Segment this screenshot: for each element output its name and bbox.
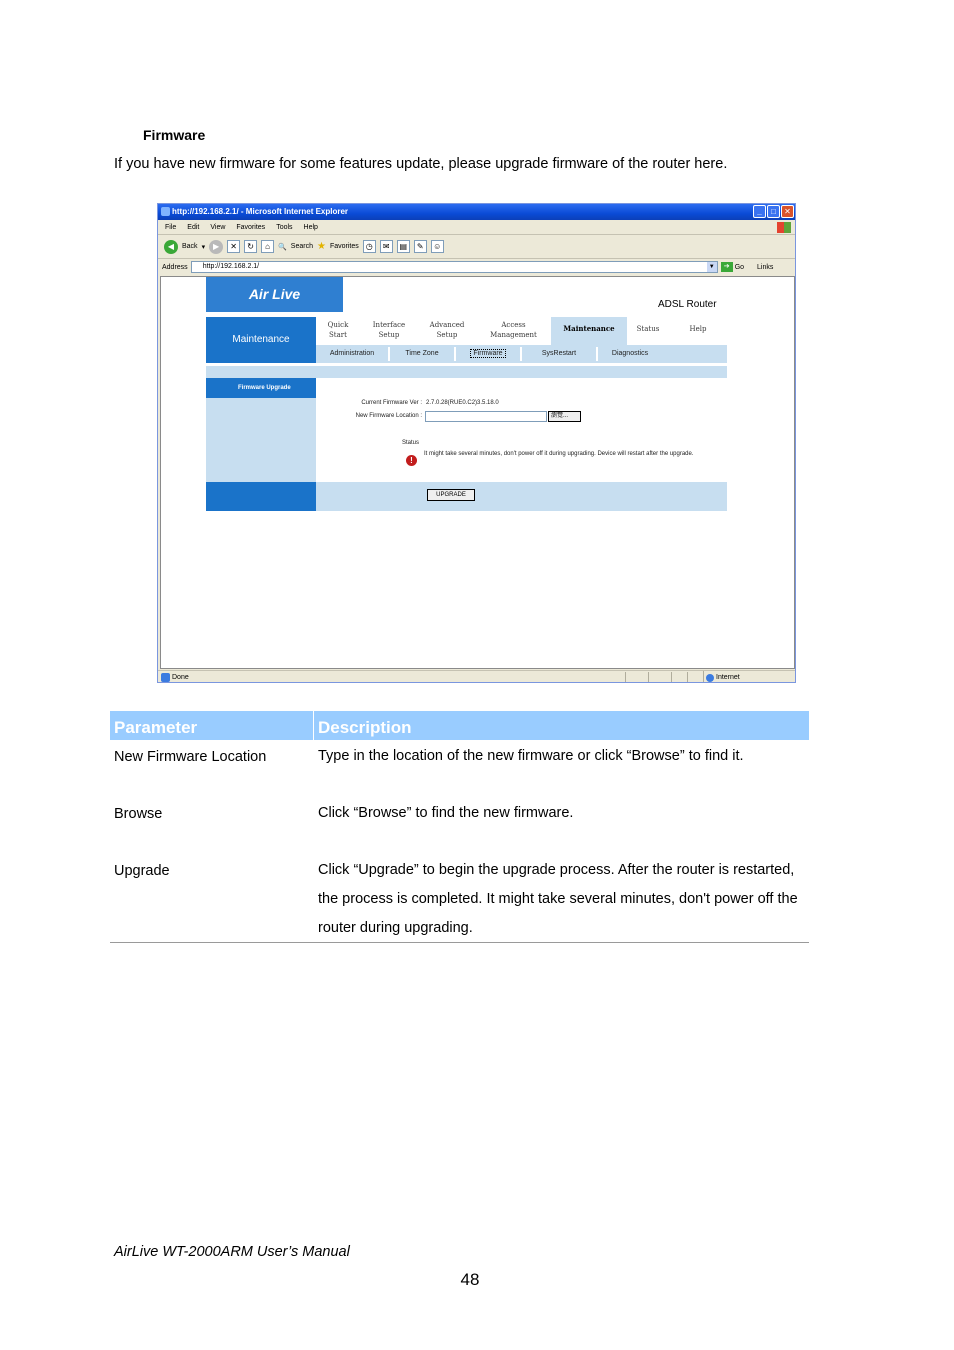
section-heading: Firmware <box>143 127 206 143</box>
warning-text: It might take several minutes, don't power off it during upgrading. Device will restart after the upgrade. <box>424 451 694 457</box>
favorites-icon[interactable]: ★ <box>316 241 326 252</box>
table-row <box>110 740 809 797</box>
forward-icon[interactable]: ▶ <box>209 240 223 254</box>
back-dropdown-icon[interactable]: ▾ <box>201 243 206 251</box>
warning-icon: ! <box>406 455 417 466</box>
page-icon <box>161 673 170 682</box>
page-viewport <box>160 276 795 669</box>
back-label[interactable]: Back <box>182 243 198 250</box>
links-label[interactable]: Links <box>757 263 774 271</box>
parameter-table <box>110 711 809 942</box>
param-desc: Click “Browse” to find the new firmware. <box>318 805 574 821</box>
manual-footer: AirLive WT-2000ARM User’s Manual <box>114 1244 350 1260</box>
print-icon[interactable]: ▤ <box>397 240 410 253</box>
title-bar[interactable] <box>158 204 795 220</box>
table-bottom-rule <box>110 942 809 943</box>
header-description: Description <box>318 718 412 737</box>
current-fw-label: Current Firmware Ver : <box>361 400 422 406</box>
table-header <box>110 711 809 740</box>
tab-interface-setup[interactable]: Interface Setup <box>372 321 406 339</box>
table-row <box>110 855 809 942</box>
history-icon[interactable]: ◷ <box>363 240 376 253</box>
param-name: Upgrade <box>114 863 170 879</box>
sub-diagnostics[interactable]: Diagnostics <box>611 350 649 357</box>
security-zone <box>703 671 740 683</box>
current-fw-value: 2.7.0.28(RUE0.C2)3.5.18.0 <box>426 400 499 406</box>
go-label: Go <box>734 263 745 271</box>
status-text: Done <box>172 674 189 681</box>
spacer-band <box>206 366 727 378</box>
menu-view[interactable]: View <box>210 224 226 231</box>
main-nav <box>316 317 727 345</box>
new-fw-label: New Firmware Location : <box>355 413 422 419</box>
browser-window <box>157 203 796 683</box>
address-value: http://192.168.2.1/ <box>202 263 260 270</box>
search-label[interactable]: Search <box>290 243 313 250</box>
intro-text: If you have new firmware for some features update, please upgrade firmware of the router here. <box>114 156 728 172</box>
home-icon[interactable]: ⌂ <box>261 240 274 253</box>
status-bar <box>158 670 795 683</box>
minimize-button[interactable]: _ <box>753 205 766 218</box>
panel-title: Firmware Upgrade <box>206 378 316 398</box>
windows-logo-icon <box>777 222 791 233</box>
param-desc: Type in the location of the new firmware or click “Browse” to find it. <box>318 748 744 764</box>
airlive-logo: Air Live <box>206 277 343 312</box>
mail-icon[interactable]: ✉ <box>380 240 393 253</box>
menu-help[interactable]: Help <box>303 224 318 231</box>
address-bar <box>158 259 795 275</box>
table-row <box>110 797 809 855</box>
sub-nav <box>316 345 727 363</box>
go-arrow-icon: ➔ <box>721 262 733 272</box>
maximize-button[interactable]: □ <box>767 205 780 218</box>
sub-time-zone[interactable]: Time Zone <box>390 347 456 361</box>
window-title: http://192.168.2.1/ - Microsoft Internet Explorer <box>172 207 349 216</box>
sub-administration[interactable]: Administration <box>316 347 390 361</box>
browse-button[interactable]: 瀏覽... <box>548 411 581 422</box>
close-button[interactable]: ✕ <box>781 205 794 218</box>
sub-sysrestart[interactable]: SysRestart <box>522 347 598 361</box>
back-icon[interactable]: ◀ <box>164 240 178 254</box>
upgrade-button[interactable]: UPGRADE <box>427 489 475 501</box>
tab-maintenance[interactable]: Maintenance <box>551 317 627 345</box>
messenger-icon[interactable]: ☺ <box>431 240 444 253</box>
status-label: Status <box>401 440 419 446</box>
go-button[interactable] <box>721 262 744 272</box>
address-input[interactable] <box>191 261 718 273</box>
panel-footer-left <box>206 482 316 511</box>
menu-favorites[interactable]: Favorites <box>236 224 266 231</box>
address-dropdown-icon[interactable]: ▼ <box>707 262 717 272</box>
header-parameter: Parameter <box>114 718 198 737</box>
zone-text: Internet <box>716 674 740 681</box>
toolbar <box>158 235 795 259</box>
new-fw-location-input[interactable] <box>425 411 547 422</box>
edit-icon[interactable]: ✎ <box>414 240 427 253</box>
param-name: New Firmware Location <box>114 749 267 765</box>
panel-footer <box>316 482 727 511</box>
param-name: Browse <box>114 806 163 822</box>
menu-tools[interactable]: Tools <box>276 224 293 231</box>
tab-access-management[interactable]: Access Management <box>490 321 537 339</box>
menu-file[interactable]: File <box>165 224 177 231</box>
tab-advanced-setup[interactable]: Advanced Setup <box>429 321 465 339</box>
address-label: Address <box>162 263 188 271</box>
page-number: 48 <box>460 1270 480 1289</box>
section-label: Maintenance <box>206 317 316 363</box>
tab-status[interactable]: Status <box>636 325 660 333</box>
search-icon[interactable]: 🔍 <box>278 243 287 251</box>
internet-icon <box>706 674 714 682</box>
sub-firmware[interactable]: Firmware <box>456 347 522 361</box>
tab-quick-start[interactable]: Quick Start <box>327 321 349 339</box>
stop-icon[interactable]: ✕ <box>227 240 240 253</box>
favorites-label[interactable]: Favorites <box>329 243 359 250</box>
tab-help[interactable]: Help <box>689 325 707 333</box>
menu-bar <box>158 220 795 235</box>
refresh-icon[interactable]: ↻ <box>244 240 257 253</box>
product-title: ADSL Router <box>658 299 717 310</box>
menu-edit[interactable]: Edit <box>187 224 200 231</box>
param-desc: Click “Upgrade” to begin the upgrade process. After the router is restarted, the process is completed. It might take several minutes, don't power off the router during upgrading. <box>318 862 798 936</box>
ie-icon <box>161 207 170 216</box>
